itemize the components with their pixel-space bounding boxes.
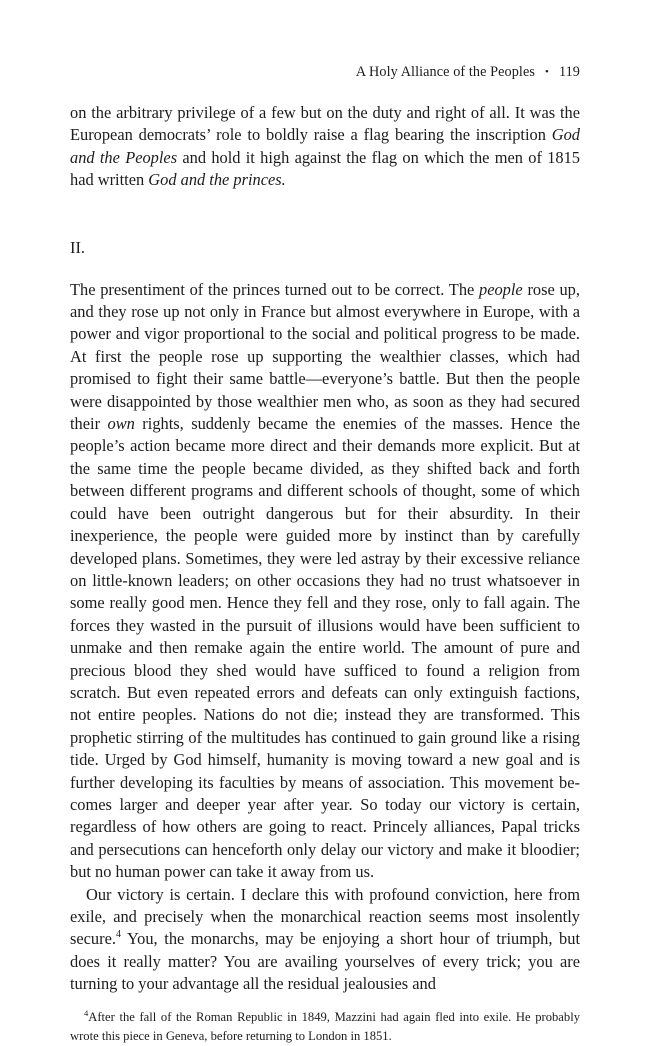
footnote bbox=[70, 1008, 580, 1046]
italic-word: own bbox=[107, 414, 135, 434]
running-head-title: A Holy Alliance of the Peoples bbox=[355, 64, 535, 80]
section-heading: II. bbox=[70, 237, 86, 257]
paragraph-text: rights, suddenly became the enemies of the masses. Hence the people’s action became more direct and their demands more explicit. But at the same time the people became divided, as they shifted back and forth between different programs and different schools of thought, some of which could have been outright dangerous but for their absurdity. In their inexperience, the people were guided more by instinct than by carefully developed plans. Sometimes, they were led astray by their excessive reliance on little-known leaders; on other occasions they had no trust whatsoever in some really good men. Hence they fell and they rose, only to fall again. The forces they wasted in the pursuit of illusions would have been sufficient to unmake and then remake again the entire world. The amount of pure and precious blood they shed would have sufficed to found a religion from scratch. But even repeated errors and defeats can only extinguish factions, not entire peoples. Nations do not die; instead they are transformed. This prophetic stirring of the multitudes has continued to gain ground like a rising tide. Urged by God himself, humanity is moving toward a new goal and is further developing its faculties by means of association. This movement becomes larger and deeper year after year. So today our victory is certain, regardless of how others are going to react. Princely alliances, Papal tricks and persecutions can henceforth only delay our victory and make it bloodier; but no human power can take it away from us. bbox=[70, 414, 580, 882]
book-page bbox=[70, 62, 580, 1046]
italic-word: people bbox=[479, 279, 523, 299]
paragraph bbox=[70, 279, 580, 884]
paragraph-text: on the arbitrary privilege of a few but on the duty and right of all. It was the European democrats’ role to boldly raise a flag bearing the inscription bbox=[70, 103, 580, 145]
paragraph-text: and hold it high against the flag on which the men of 1815 had written bbox=[70, 147, 580, 190]
footnote-text: After the fall of the Roman Republic in 1849, Mazzini had again fled into exile. He probably wrote this piece in Geneva, before returning to London in 1851. bbox=[70, 1009, 580, 1043]
page-number: 119 bbox=[558, 64, 580, 80]
paragraph bbox=[70, 884, 580, 996]
italic-phrase: God and the Peoples bbox=[70, 125, 580, 167]
running-head-separator: • bbox=[544, 66, 549, 78]
paragraph-text: You, the monarchs, may be enjoying a short hour of triumph, but does it really matter? You are availing yourselves of every trick; you are turning to your advantage all the residual jealousies and bbox=[70, 929, 580, 994]
running-head bbox=[70, 62, 580, 82]
footnote-mark: 4 bbox=[84, 1007, 89, 1018]
paragraph-continuation bbox=[70, 102, 580, 192]
italic-phrase: God and the princes. bbox=[148, 170, 286, 190]
paragraph-text: The presentiment of the princes turned out to be correct. The bbox=[70, 279, 480, 299]
paragraph-text: Our victory is certain. I declare this with profound conviction, here from exile, and precisely when the monarchical reaction seems most insolently secure. bbox=[70, 884, 580, 949]
footnote-reference[interactable]: 4 bbox=[115, 929, 121, 941]
paragraph-text: rose up, and they rose up not only in France but almost everywhere in Europe, with a power and vigor proportional to the social and political progress to be made. At first the people rose up supporting the wealthier classes, which had promised to fight their same battle—everyone’s battle. But then the people were disappointed by those wealthier men who, as soon as they had secured their bbox=[70, 279, 580, 434]
